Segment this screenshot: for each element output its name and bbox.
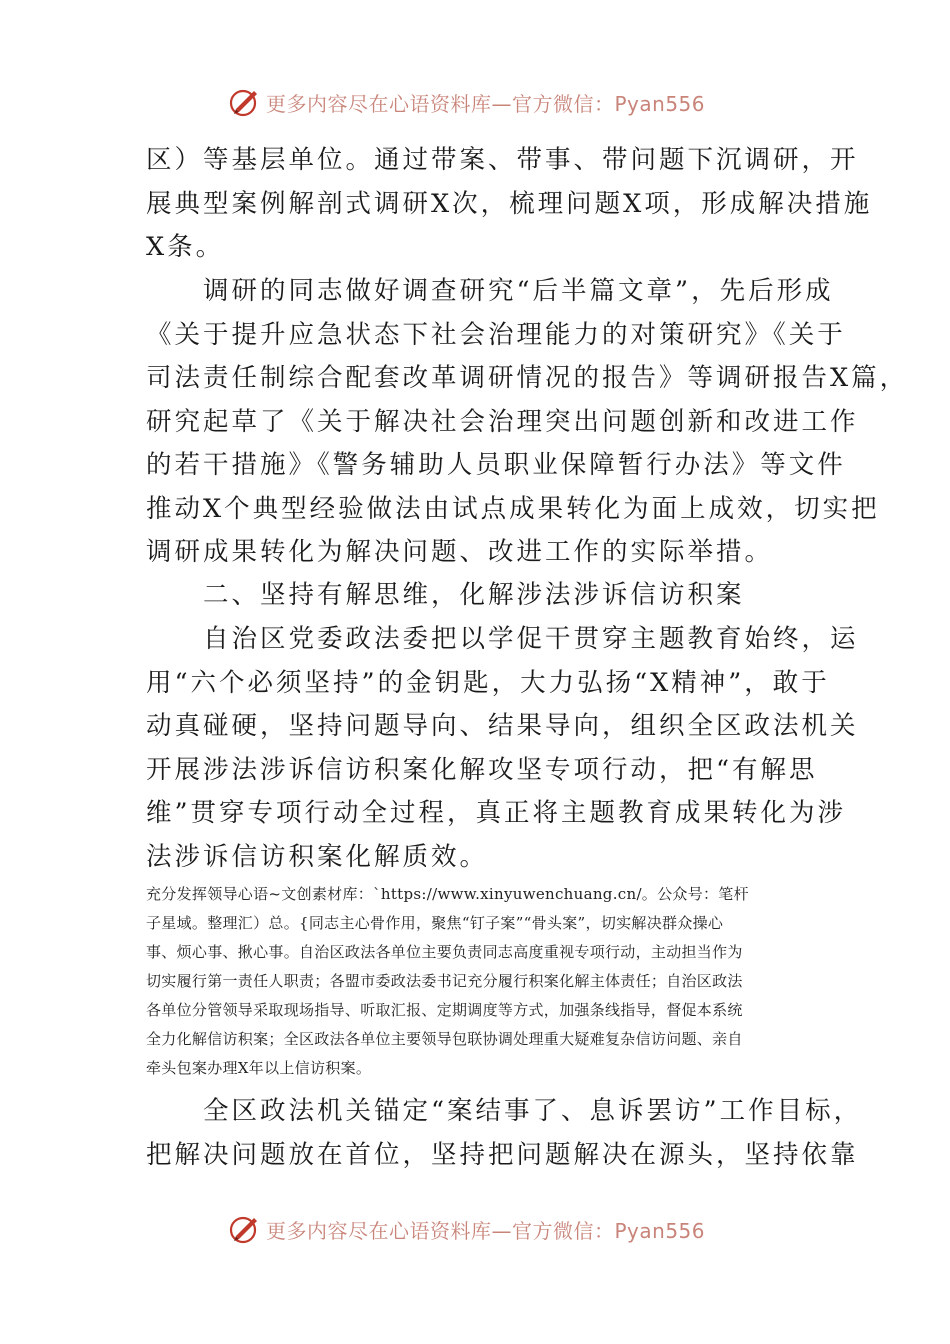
- text-line: 调研的同志做好调查研究“后半篇文章”，先后形成: [146, 276, 834, 306]
- text-line: 把解决问题放在首位，坚持把问题解决在源头，坚持依靠: [146, 1139, 859, 1170]
- text-line: 维”贯穿专项行动全过程，真正将主题教育成果转化为涉: [146, 798, 847, 828]
- text-line: 自治区党委政法委把以学促干贯穿主题教育始终，运: [146, 624, 859, 654]
- header-banner: [0, 82, 950, 122]
- text-line: 推动X个典型经验做法由试点成果转化为面上成效，切实把: [146, 493, 880, 524]
- text-line: 调研成果转化为解决问题、改进工作的实际举措。: [146, 537, 774, 567]
- text-line: 司法责任制综合配套改革调研情况的报告》等调研报告X篇，: [146, 363, 909, 393]
- note-line: 事、烦心事、揪心事。自治区政法各单位主要负责同志高度重视专项行动，主动担当作为: [146, 943, 743, 961]
- note-line: 牵头包案办理X年以上信访积案。: [146, 1059, 372, 1077]
- paragraph-3: [146, 618, 859, 879]
- text-line: 动真碰硬，坚持问题导向、结果导向，组织全区政法机关: [146, 711, 859, 741]
- banner-text: 更多内容尽在心语资料库—官方微信：Pyan556: [266, 1218, 706, 1243]
- note-line: 切实履行第一责任人职责；各盟市委政法委书记充分履行积案化解主体责任；自治区政法: [146, 972, 743, 990]
- text-line: 区）等基层单位。通过带案、带事、带问题下沉调研，开: [146, 145, 859, 175]
- note-line: 各单位分管领导采取现场指导、听取汇报、定期调度等方式，加强条线指导，督促本系统: [146, 1001, 743, 1019]
- section-heading: [146, 574, 816, 618]
- note-line: 子星域。整理汇）总。{同志主心骨作用，聚焦“钉子案”“骨头案”，切实解决群众操心: [146, 914, 724, 932]
- pen-logo-icon: [228, 1212, 262, 1246]
- small-note: [146, 880, 814, 1083]
- text-line: 研究起草了《关于解决社会治理突出问题创新和改进工作: [146, 406, 859, 437]
- text-line: 全区政法机关锚定“案结事了、息诉罢访”工作目标，: [146, 1096, 863, 1126]
- text-line: 用“六个必须坚持”的金钥匙，大力弘扬“X精神”，敢于: [146, 667, 830, 698]
- text-line: 的若干措施》《警务辅助人员职业保障暂行办法》等文件: [146, 450, 846, 480]
- paragraph-1: [146, 139, 873, 270]
- text-line: 法涉诉信访积案化解质效。: [146, 841, 489, 872]
- paragraph-2: [146, 270, 909, 575]
- heading-text: 二、坚持有解思维，化解涉法涉诉信访积案: [146, 580, 745, 610]
- banner-text: 更多内容尽在心语资料库—官方微信：Pyan556: [266, 91, 706, 116]
- paragraph-4: [146, 1090, 863, 1177]
- text-line: 《关于提升应急状态下社会治理能力的对策研究》《关于: [146, 319, 846, 350]
- note-line: 充分发挥领导心语~文创素材库：`https://www.xinyuwenchuang.cn/。公众号：笔杆: [146, 885, 749, 903]
- note-line: 全力化解信访积案；全区政法各单位主要领导包联协调处理重大疑难复杂信访问题、亲自: [146, 1030, 743, 1048]
- text-line: X条。: [146, 232, 225, 262]
- text-line: 开展涉法涉诉信访积案化解攻坚专项行动，把“有解思: [146, 754, 818, 785]
- footer-banner: [0, 1209, 950, 1249]
- pen-logo-icon: [228, 85, 262, 119]
- text-line: 展典型案例解剖式调研X次，梳理问题X项，形成解决措施: [146, 188, 873, 219]
